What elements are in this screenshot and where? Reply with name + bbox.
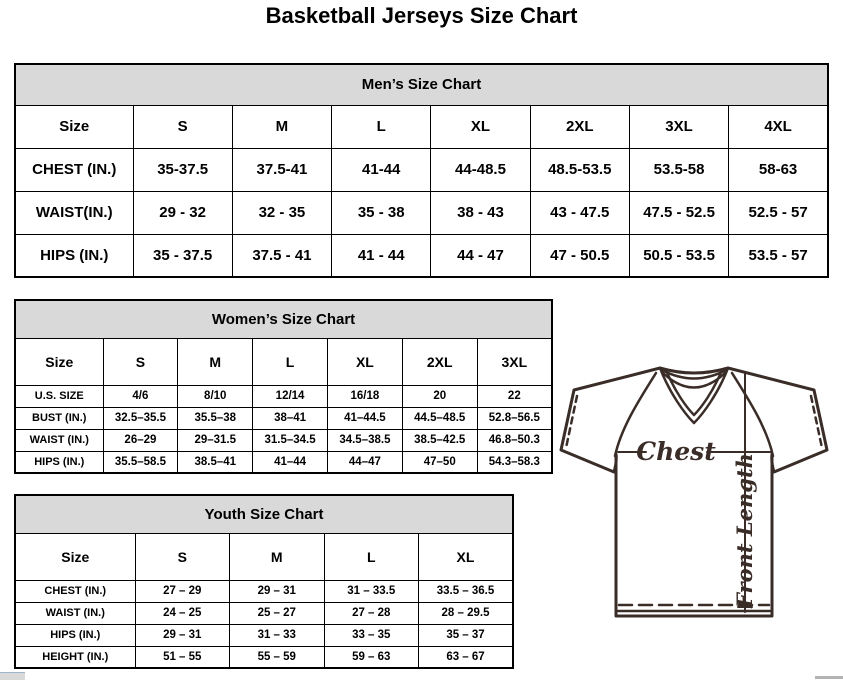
column-header: 4XL — [729, 105, 828, 148]
size-value-cell: 47.5 - 52.5 — [629, 191, 728, 234]
size-value-cell: 29 – 31 — [230, 580, 325, 602]
table-row — [15, 148, 828, 191]
column-header: M — [232, 105, 331, 148]
size-value-cell: 51 – 55 — [135, 646, 230, 668]
column-header: 2XL — [530, 105, 629, 148]
size-value-cell: 25 – 27 — [230, 602, 325, 624]
size-value-cell: 44–47 — [327, 451, 402, 473]
page-title: Basketball Jerseys Size Chart — [265, 3, 578, 28]
size-value-cell: 50.5 - 53.5 — [629, 234, 728, 277]
size-value-cell: 29–31.5 — [178, 429, 253, 451]
size-value-cell: 35-37.5 — [133, 148, 232, 191]
size-value-cell: 44-48.5 — [431, 148, 530, 191]
size-value-cell: 12/14 — [253, 385, 328, 407]
size-value-cell: 29 - 32 — [133, 191, 232, 234]
row-label: HIPS (IN.) — [15, 451, 103, 473]
table-row — [15, 429, 552, 451]
size-value-cell: 59 – 63 — [324, 646, 419, 668]
row-label: CHEST (IN.) — [15, 580, 135, 602]
column-header: 3XL — [629, 105, 728, 148]
size-value-cell: 35.5–38 — [178, 407, 253, 429]
table-title: Youth Size Chart — [15, 495, 513, 533]
size-value-cell: 16/18 — [327, 385, 402, 407]
size-value-cell: 35 - 38 — [332, 191, 431, 234]
row-label: HIPS (IN.) — [15, 234, 133, 277]
size-value-cell: 48.5-53.5 — [530, 148, 629, 191]
row-label: CHEST (IN.) — [15, 148, 133, 191]
size-value-cell: 27 – 29 — [135, 580, 230, 602]
column-header: L — [324, 533, 419, 580]
size-value-cell: 28 – 29.5 — [419, 602, 514, 624]
youth-size-table — [14, 494, 514, 669]
size-value-cell: 37.5 - 41 — [232, 234, 331, 277]
size-value-cell: 46.8–50.3 — [477, 429, 552, 451]
row-label: WAIST (IN.) — [15, 429, 103, 451]
column-header: 2XL — [402, 338, 477, 385]
size-value-cell: 20 — [402, 385, 477, 407]
column-header: M — [178, 338, 253, 385]
size-value-cell: 47–50 — [402, 451, 477, 473]
jersey-measurement-diagram — [556, 360, 838, 622]
table-row — [15, 602, 513, 624]
size-value-cell: 41–44.5 — [327, 407, 402, 429]
size-value-cell: 27 – 28 — [324, 602, 419, 624]
column-header: Size — [15, 338, 103, 385]
size-value-cell: 38.5–41 — [178, 451, 253, 473]
size-value-cell: 4/6 — [103, 385, 178, 407]
table-row — [15, 407, 552, 429]
size-value-cell: 22 — [477, 385, 552, 407]
size-value-cell: 41–44 — [253, 451, 328, 473]
size-value-cell: 44 - 47 — [431, 234, 530, 277]
column-header: Size — [15, 533, 135, 580]
row-label: U.S. SIZE — [15, 385, 103, 407]
size-value-cell: 26–29 — [103, 429, 178, 451]
column-header: L — [332, 105, 431, 148]
column-header: XL — [327, 338, 402, 385]
size-value-cell: 55 – 59 — [230, 646, 325, 668]
size-value-cell: 52.5 - 57 — [729, 191, 828, 234]
table-row — [15, 646, 513, 668]
row-label: WAIST (IN.) — [15, 602, 135, 624]
size-value-cell: 38 - 43 — [431, 191, 530, 234]
size-value-cell: 33.5 – 36.5 — [419, 580, 514, 602]
column-header: 3XL — [477, 338, 552, 385]
size-value-cell: 24 – 25 — [135, 602, 230, 624]
column-header: L — [253, 338, 328, 385]
size-value-cell: 53.5 - 57 — [729, 234, 828, 277]
size-value-cell: 35 - 37.5 — [133, 234, 232, 277]
size-value-cell: 8/10 — [178, 385, 253, 407]
size-value-cell: 34.5–38.5 — [327, 429, 402, 451]
column-header: S — [133, 105, 232, 148]
row-label: HIPS (IN.) — [15, 624, 135, 646]
size-value-cell: 31 – 33.5 — [324, 580, 419, 602]
table-row — [15, 385, 552, 407]
size-value-cell: 54.3–58.3 — [477, 451, 552, 473]
table-row — [15, 580, 513, 602]
row-label: WAIST(IN.) — [15, 191, 133, 234]
size-value-cell: 41-44 — [332, 148, 431, 191]
table-row — [15, 451, 552, 473]
jersey-icon — [556, 360, 838, 622]
size-value-cell: 43 - 47.5 — [530, 191, 629, 234]
table-row — [15, 191, 828, 234]
size-value-cell: 52.8–56.5 — [477, 407, 552, 429]
table-row — [15, 624, 513, 646]
size-value-cell: 63 – 67 — [419, 646, 514, 668]
size-value-cell: 31.5–34.5 — [253, 429, 328, 451]
table-row — [15, 234, 828, 277]
size-value-cell: 47 - 50.5 — [530, 234, 629, 277]
size-value-cell: 53.5-58 — [629, 148, 728, 191]
size-value-cell: 37.5-41 — [232, 148, 331, 191]
column-header: S — [103, 338, 178, 385]
womens-size-table — [14, 299, 553, 474]
size-value-cell: 35.5–58.5 — [103, 451, 178, 473]
chest-label: Chest — [636, 437, 716, 466]
size-value-cell: 58-63 — [729, 148, 828, 191]
front-length-label: Front Length — [732, 453, 757, 608]
size-value-cell: 38.5–42.5 — [402, 429, 477, 451]
column-header: S — [135, 533, 230, 580]
size-value-cell: 35 – 37 — [419, 624, 514, 646]
size-value-cell: 29 – 31 — [135, 624, 230, 646]
size-value-cell: 32 - 35 — [232, 191, 331, 234]
size-value-cell: 33 – 35 — [324, 624, 419, 646]
size-value-cell: 32.5–35.5 — [103, 407, 178, 429]
size-value-cell: 44.5–48.5 — [402, 407, 477, 429]
table-title: Women’s Size Chart — [15, 300, 552, 338]
column-header: Size — [15, 105, 133, 148]
table-title: Men’s Size Chart — [15, 64, 828, 105]
column-header: XL — [431, 105, 530, 148]
column-header: M — [230, 533, 325, 580]
row-label: HEIGHT (IN.) — [15, 646, 135, 668]
mens-size-table — [14, 63, 829, 278]
size-value-cell: 41 - 44 — [332, 234, 431, 277]
size-value-cell: 38–41 — [253, 407, 328, 429]
size-value-cell: 31 – 33 — [230, 624, 325, 646]
row-label: BUST (IN.) — [15, 407, 103, 429]
column-header: XL — [419, 533, 514, 580]
